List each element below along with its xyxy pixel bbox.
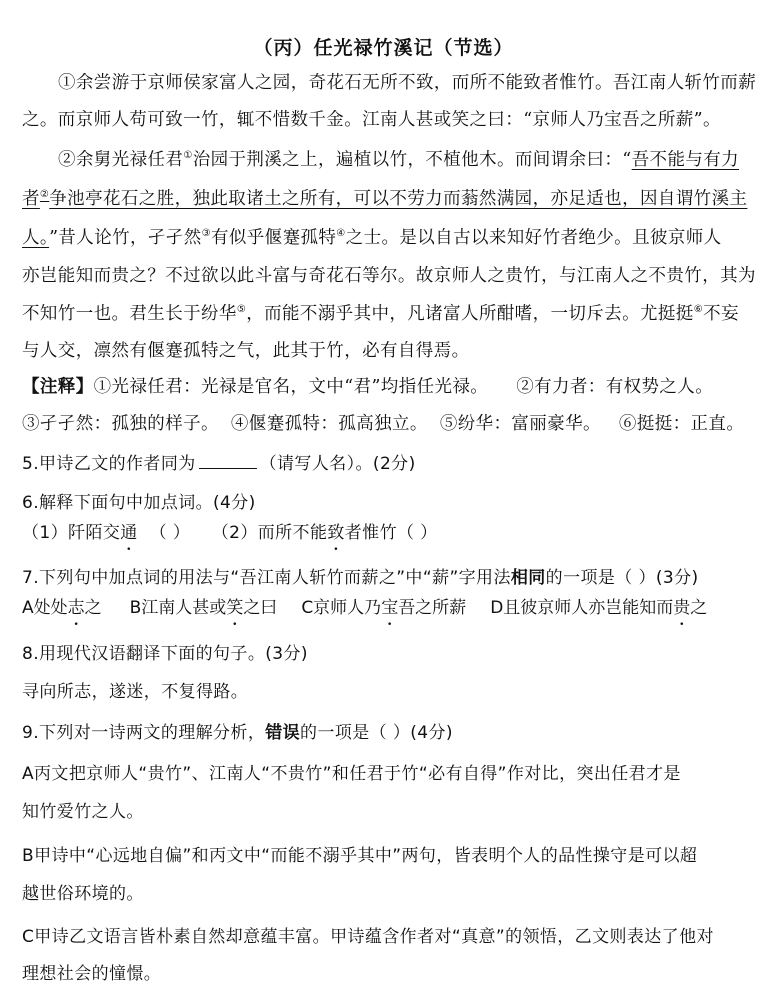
question-9: 9.下列对一诗两文的理解分析，错误的一项是（ ）(4分) bbox=[22, 723, 453, 743]
option-c[interactable]: C甲诗乙文语言皆朴素自然却意蕴丰富。甲诗蕴含作者对“真意”的领悟，乙文则表达了他对 bbox=[22, 927, 714, 947]
notes-line: ③孑孑然：孤独的样子。 ④偃蹇孤特：孤高独立。 ⑤纷华：富丽豪华。 ⑥挺挺：正直。 bbox=[22, 414, 745, 434]
footnote-marker: ② bbox=[39, 189, 50, 201]
passage-line: ②余舅光禄任君①治园于荆溪之上，遍植以竹，不植他木。而间谓余曰：“吾不能与有力 bbox=[58, 150, 740, 170]
passage-line: 不知竹一也。君生长于纷华⑤，而能不溺乎其中，凡诸富人所酣嗜，一切斥去。尤挺挺⑥不妄 bbox=[22, 304, 739, 324]
option-a-cont: 知竹爱竹之人。 bbox=[22, 802, 144, 822]
option-a[interactable]: A丙文把京师人“贵竹”、江南人“不贵竹”和任君于竹“必有自得”作对比，突出任君才是 bbox=[22, 764, 681, 784]
passage-line: 之。而京师人苟可致一竹，辄不惜数千金。江南人甚或笑之曰：“京师人乃宝吾之所薪”。 bbox=[22, 110, 721, 130]
passage-line: 人。”昔人论竹，孑孑然③有似乎偃蹇孤特④之士。是以自古以来知好竹者绝少。且彼京师人 bbox=[22, 228, 722, 248]
option-a[interactable]: A处处志之 bbox=[22, 598, 102, 618]
dotted-word: 致 bbox=[327, 523, 345, 543]
question-8: 8.用现代汉语翻译下面的句子。(3分) bbox=[22, 644, 308, 664]
notes-line: 【注释】①光禄任君：光禄是官名，文中“君”均指任光禄。 ②有力者：有权势之人。 bbox=[22, 377, 714, 397]
option-d[interactable]: D且彼京师人亦岂能知而贵之 bbox=[490, 598, 708, 618]
notes-label: 【注释】 bbox=[22, 377, 94, 397]
question-7-options bbox=[22, 596, 751, 620]
dotted-word: 通 bbox=[120, 523, 138, 543]
passage-line: 亦岂能知而贵之？不过欲以此斗富与奇花石等尔。故京师人之贵竹，与江南人之不贵竹，其为 bbox=[22, 266, 756, 286]
footnote-marker: ④ bbox=[336, 228, 346, 240]
question-8-sentence: 寻向所志，遂迷，不复得路。 bbox=[22, 682, 249, 702]
footnote-marker: ③ bbox=[201, 228, 211, 240]
option-c[interactable]: C京师人乃宝吾之所薪 bbox=[301, 598, 467, 618]
footnote-marker: ⑤ bbox=[236, 304, 247, 316]
footnote-marker: ① bbox=[183, 150, 193, 162]
footnote-marker: ⑥ bbox=[693, 304, 704, 316]
option-b[interactable]: B江南人甚或笑之曰 bbox=[129, 598, 278, 618]
option-b[interactable]: B甲诗中“心远地自偏”和丙文中“而能不溺乎其中”两句，皆表明个人的品性操守是可以超 bbox=[22, 846, 698, 866]
question-7: 7.下列句中加点词的用法与“吾江南人斩竹而薪之”中“薪”字用法相同的一项是（ ）(3分) bbox=[22, 568, 699, 588]
underlined-sentence: 争池亭花石之胜，独此取诸土之所有，可以不劳力而蓊然满园，亦足适也，因自谓竹溪主 bbox=[49, 189, 748, 209]
option-b-cont: 越世俗环境的。 bbox=[22, 884, 144, 904]
question-6-items: （1）阡陌交通 （ ） （2）而所不能致者惟竹（ ） bbox=[22, 523, 438, 543]
passage-line: 者②争池亭花石之胜，独此取诸土之所有，可以不劳力而蓊然满园，亦足适也，因自谓竹溪主 bbox=[22, 189, 748, 209]
passage-title: （丙）任光禄竹溪记（节选） bbox=[253, 37, 514, 59]
answer-blank[interactable] bbox=[199, 450, 257, 469]
underlined-sentence: 吾不能与有力 bbox=[631, 150, 740, 170]
option-c-cont: 理想社会的憧憬。 bbox=[22, 964, 162, 984]
passage-line: ①余尝游于京师侯家富人之园，奇花石无所不致，而所不能致者惟竹。吾江南人斩竹而薪 bbox=[58, 73, 757, 93]
passage-line: 与人交，凛然有偃蹇孤特之气，此其于竹，必有自得焉。 bbox=[22, 341, 470, 361]
question-6: 6.解释下面句中加点词。(4分) bbox=[22, 493, 256, 513]
question-5: 5.甲诗乙文的作者同为 （请写人名）。(2分) bbox=[22, 450, 751, 476]
